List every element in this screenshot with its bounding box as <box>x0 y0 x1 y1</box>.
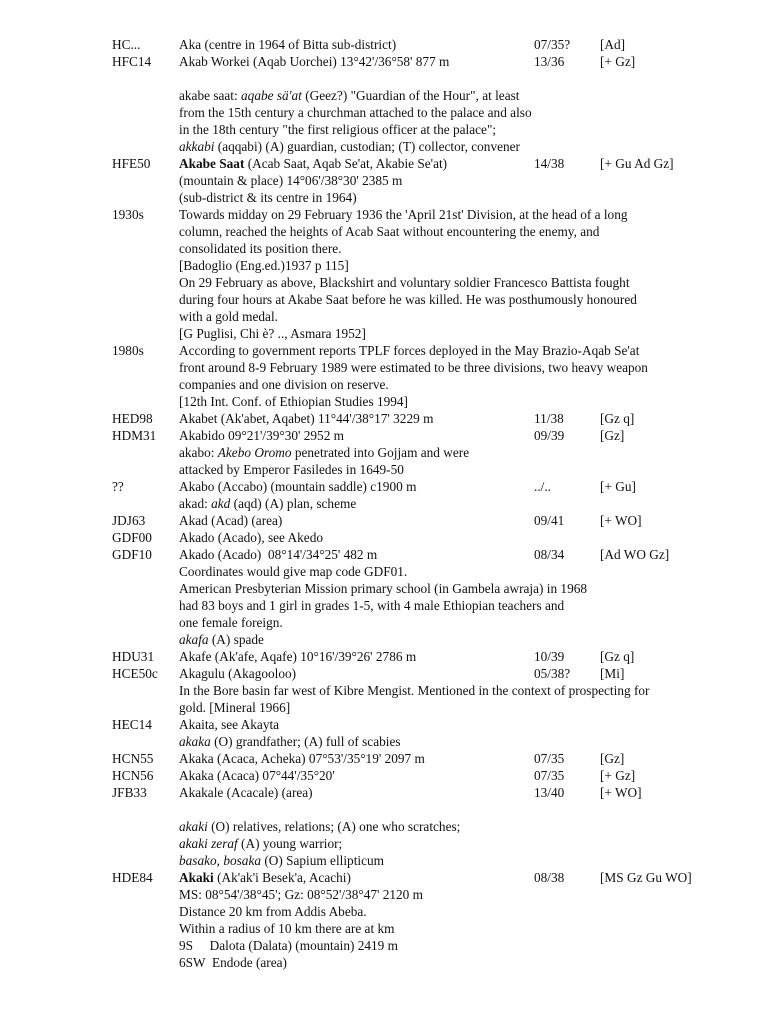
entry-text <box>179 835 342 852</box>
entry-body: American Presbyterian Mission primary school (in Gambela awraja) in 1968 <box>179 581 588 596</box>
entry-line <box>0 121 768 138</box>
entry-body: (Ak'ak'i Besek'a, Acachi) <box>213 870 351 885</box>
source-refs: [MS Gz Gu WO] <box>600 870 692 885</box>
entry-line <box>0 172 768 189</box>
entry-line <box>0 342 768 359</box>
entry-line <box>0 903 768 920</box>
entry-text <box>179 206 628 223</box>
map-code: ?? <box>112 479 124 494</box>
entry-text <box>179 308 278 325</box>
entry-line <box>0 546 768 563</box>
entry-line <box>0 784 768 801</box>
entry-line <box>0 818 768 835</box>
map-code: HED98 <box>112 411 153 426</box>
source-refs: [+ Gz] <box>600 768 636 783</box>
entry-line <box>0 155 768 172</box>
entry-text <box>179 274 630 291</box>
entry-text <box>179 410 433 427</box>
entry-text <box>179 767 335 784</box>
map-code: 1980s <box>112 343 144 358</box>
entry-term: akafa <box>179 632 209 647</box>
entry-body: companies and one division on reserve. <box>179 377 389 392</box>
entry-text <box>179 53 449 70</box>
source-refs: [Mi] <box>600 666 625 681</box>
entry-body: Akabo (Accabo) (mountain saddle) c1900 m <box>179 479 417 494</box>
entry-term: akaka <box>179 734 211 749</box>
source-refs: [+ Gz] <box>600 54 636 69</box>
entry-term: aqabe sä'at <box>241 88 302 103</box>
entry-line <box>0 376 768 393</box>
source-refs: [+ Gu] <box>600 479 636 494</box>
entry-text <box>179 444 469 461</box>
entry-line <box>0 223 768 240</box>
map-code: HDM31 <box>112 428 157 443</box>
entry-body: Akagulu (Akagooloo) <box>179 666 297 681</box>
map-code: HCE50c <box>112 666 158 681</box>
entry-term: akaki zeraf <box>179 836 238 851</box>
entry-line <box>0 937 768 954</box>
map-code: HC... <box>112 37 141 52</box>
entry-text <box>179 138 520 155</box>
entry-body: (Acab Saat, Aqab Se'at, Akabie Se'at) <box>244 156 448 171</box>
entry-text <box>179 852 384 869</box>
entry-body: Akab Workei (Aqab Uorchei) 13°42'/36°58' 877 m <box>179 54 450 69</box>
entry-text <box>179 155 447 172</box>
entry-text <box>179 359 648 376</box>
entry-body: (A) spade <box>208 632 264 647</box>
entry-text <box>179 614 283 631</box>
map-sheet: 13/40 <box>534 785 565 800</box>
map-sheet: 11/38 <box>534 411 564 426</box>
entry-body: 9S Dalota (Dalata) (mountain) 2419 m <box>179 938 398 953</box>
entry-body: column, reached the heights of Acab Saat without encountering the enemy, and <box>179 224 600 239</box>
entry-line <box>0 631 768 648</box>
map-sheet: 09/39 <box>534 428 565 443</box>
entry-body: MS: 08°54'/38°45'; Gz: 08°52'/38°47' 2120 m <box>179 887 423 902</box>
entry-body: (aqd) (A) plan, scheme <box>230 496 357 511</box>
entry-line <box>0 104 768 121</box>
entry-body: (Geez?) "Guardian of the Hour", at least <box>301 88 520 103</box>
map-code: JFB33 <box>112 785 147 800</box>
entry-body: in the 18th century "the first religious officer at the palace"; <box>179 122 497 137</box>
entry-body: (sub-district & its centre in 1964) <box>179 190 357 205</box>
entry-body: gold. [Mineral 1966] <box>179 700 291 715</box>
entry-headword: Akaki <box>179 870 214 885</box>
entry-body: Akabido 09°21'/39°30' 2952 m <box>179 428 345 443</box>
entry-text <box>179 903 367 920</box>
entry-text <box>179 920 394 937</box>
entry-prefix: akabe saat: <box>179 88 242 103</box>
entry-line <box>0 835 768 852</box>
source-refs: [+ WO] <box>600 513 642 528</box>
map-sheet: 13/36 <box>534 54 565 69</box>
map-code: GDF10 <box>112 547 152 562</box>
entry-body: Aka (centre in 1964 of Bitta sub-district) <box>179 37 397 52</box>
entry-body: from the 15th century a churchman attached to the palace and also <box>179 105 532 120</box>
entry-text <box>179 495 356 512</box>
entry-line <box>0 699 768 716</box>
entry-body: front around 8-9 February 1989 were estimated to be three divisions, two heavy weapon <box>179 360 648 375</box>
entry-line <box>0 410 768 427</box>
entry-text <box>179 104 532 121</box>
entry-text <box>179 121 496 138</box>
entry-line <box>0 580 768 597</box>
entry-line <box>0 240 768 257</box>
map-code: GDF00 <box>112 530 152 545</box>
map-code: HEC14 <box>112 717 152 732</box>
entry-body: Akad (Acad) (area) <box>179 513 283 528</box>
entry-term: akaki <box>179 819 208 834</box>
entry-term: basako, bosaka <box>179 853 261 868</box>
entry-text <box>179 886 423 903</box>
entry-body: Akaita, see Akayta <box>179 717 280 732</box>
entry-text <box>179 172 402 189</box>
entry-body: [Badoglio (Eng.ed.)1937 p 115] <box>179 258 349 273</box>
source-refs: [Gz] <box>600 428 625 443</box>
entry-text <box>179 393 408 410</box>
map-sheet: 08/38 <box>534 870 565 885</box>
source-refs: [Gz q] <box>600 411 635 426</box>
entry-term: Akebo Oromo <box>217 445 292 460</box>
entry-text <box>179 631 264 648</box>
entry-line <box>0 444 768 461</box>
entry-text <box>179 529 323 546</box>
entry-body: [G Puglisi, Chi è? .., Asmara 1952] <box>179 326 366 341</box>
entry-line <box>0 529 768 546</box>
entry-text <box>179 733 401 750</box>
entry-text <box>179 342 639 359</box>
entry-body: In the Bore basin far west of Kibre Mengist. Mentioned in the context of prospecting for <box>179 683 650 698</box>
map-sheet: 08/34 <box>534 547 565 562</box>
source-refs: [+ Gu Ad Gz] <box>600 156 674 171</box>
entry-body: (aqqabi) (A) guardian, custodian; (T) collector, convener <box>214 139 520 154</box>
source-refs: [Ad WO Gz] <box>600 547 670 562</box>
map-code: HDE84 <box>112 870 153 885</box>
entry-body: Akado (Acado), see Akedo <box>179 530 323 545</box>
entry-line <box>0 920 768 937</box>
entry-line <box>0 886 768 903</box>
entry-text <box>179 240 342 257</box>
entry-text <box>179 376 389 393</box>
entry-line <box>0 87 768 104</box>
entry-text <box>179 87 519 104</box>
entry-text <box>179 546 377 563</box>
entry-term: akd <box>211 496 231 511</box>
entry-line <box>0 138 768 155</box>
entry-body: during four hours at Akabe Saat before he was killed. He was posthumously honoured <box>179 292 637 307</box>
entry-line <box>0 359 768 376</box>
entry-text <box>179 461 404 478</box>
entry-text <box>179 784 313 801</box>
map-code: HDU31 <box>112 649 155 664</box>
source-refs: [Gz] <box>600 751 625 766</box>
map-sheet: 09/41 <box>534 513 565 528</box>
entry-line <box>0 869 768 886</box>
map-sheet: 07/35 <box>534 751 565 766</box>
entry-text <box>179 478 416 495</box>
entry-text <box>179 291 637 308</box>
map-sheet: 14/38 <box>534 156 565 171</box>
entry-body: (mountain & place) 14°06'/38°30' 2385 m <box>179 173 403 188</box>
entry-line <box>0 308 768 325</box>
entry-text <box>179 665 296 682</box>
entry-body: Akakale (Acacale) (area) <box>179 785 313 800</box>
entry-body: 6SW Endode (area) <box>179 955 287 970</box>
entry-text <box>179 580 587 597</box>
entry-body: Distance 20 km from Addis Abeba. <box>179 904 367 919</box>
map-sheet: 10/39 <box>534 649 565 664</box>
map-code: HFC14 <box>112 54 152 69</box>
entry-line <box>0 563 768 580</box>
entry-body: According to government reports TPLF forces deployed in the May Brazio-Aqab Se'at <box>179 343 640 358</box>
entry-body: Akaka (Acaca, Acheka) 07°53'/35°19' 2097 m <box>179 751 425 766</box>
entry-body: (O) relatives, relations; (A) one who scratches; <box>207 819 461 834</box>
entry-text <box>179 716 279 733</box>
entry-line <box>0 36 768 53</box>
entry-body: (O) grandfather; (A) full of scabies <box>210 734 401 749</box>
map-code: JDJ63 <box>112 513 146 528</box>
entry-body: Akaka (Acaca) 07°44'/35°20' <box>179 768 335 783</box>
map-code: HFE50 <box>112 156 151 171</box>
entry-body: penetrated into Gojjam and were <box>291 445 470 460</box>
entry-text <box>179 682 649 699</box>
entry-body: Coordinates would give map code GDF01. <box>179 564 408 579</box>
entry-line <box>0 733 768 750</box>
entry-line <box>0 291 768 308</box>
entry-term: akkabi <box>179 139 215 154</box>
entry-prefix: akabo: <box>179 445 218 460</box>
entry-text <box>179 563 407 580</box>
entry-headword: Akabe Saat <box>179 156 245 171</box>
entry-line <box>0 478 768 495</box>
map-code: 1930s <box>112 207 144 222</box>
entry-body: consolidated its position there. <box>179 241 342 256</box>
entry-text <box>179 512 282 529</box>
entry-line <box>0 206 768 223</box>
entry-body: Towards midday on 29 February 1936 the 'April 21st' Division, at the head of a long <box>179 207 628 222</box>
entry-line <box>0 597 768 614</box>
entry-text <box>179 937 398 954</box>
entry-body: On 29 February as above, Blackshirt and voluntary soldier Francesco Battista fought <box>179 275 630 290</box>
entry-text <box>179 257 349 274</box>
source-refs: [Ad] <box>600 37 626 52</box>
entry-line <box>0 53 768 70</box>
entry-line <box>0 461 768 478</box>
map-sheet: ../.. <box>534 479 551 494</box>
entry-text <box>179 699 290 716</box>
map-sheet: 07/35 <box>534 768 565 783</box>
entry-line <box>0 274 768 291</box>
entry-line <box>0 257 768 274</box>
entry-body: had 83 boys and 1 girl in grades 1-5, with 4 male Ethiopian teachers and <box>179 598 565 613</box>
entry-line <box>0 512 768 529</box>
entry-line <box>0 682 768 699</box>
entry-line <box>0 427 768 444</box>
source-refs: [+ WO] <box>600 785 642 800</box>
entry-line <box>0 189 768 206</box>
entry-body: Within a radius of 10 km there are at km <box>179 921 395 936</box>
map-sheet: 05/38? <box>534 666 571 681</box>
map-code: HCN55 <box>112 751 154 766</box>
entry-body: Akafe (Ak'afe, Aqafe) 10°16'/39°26' 2786 m <box>179 649 417 664</box>
entry-line <box>0 495 768 512</box>
entry-text <box>179 869 351 886</box>
entry-text <box>179 223 599 240</box>
entry-text <box>179 189 357 206</box>
entry-body: (O) Sapium ellipticum <box>261 853 384 868</box>
entry-body: Akabet (Ak'abet, Aqabet) 11°44'/38°17' 3229 m <box>179 411 434 426</box>
map-code: HCN56 <box>112 768 154 783</box>
entry-text <box>179 954 287 971</box>
entry-line <box>0 716 768 733</box>
entry-text <box>179 750 425 767</box>
entry-body: [12th Int. Conf. of Ethiopian Studies 1994] <box>179 394 408 409</box>
entry-line <box>0 393 768 410</box>
entry-line <box>0 665 768 682</box>
entry-line <box>0 954 768 971</box>
entry-body: attacked by Emperor Fasiledes in 1649-50 <box>179 462 404 477</box>
entry-text <box>179 818 460 835</box>
entry-body: one female foreign. <box>179 615 283 630</box>
map-sheet: 07/35? <box>534 37 571 52</box>
source-refs: [Gz q] <box>600 649 635 664</box>
entry-text <box>179 36 396 53</box>
entry-line <box>0 767 768 784</box>
entry-text <box>179 427 344 444</box>
entry-text <box>179 597 564 614</box>
entry-prefix: akad: <box>179 496 212 511</box>
entry-line <box>0 852 768 869</box>
entry-line <box>0 750 768 767</box>
entry-body: (A) young warrior; <box>237 836 343 851</box>
entry-body: with a gold medal. <box>179 309 278 324</box>
entry-body: Akado (Acado) 08°14'/34°25' 482 m <box>179 547 378 562</box>
entry-line <box>0 325 768 342</box>
entry-line <box>0 648 768 665</box>
entry-line <box>0 614 768 631</box>
entry-text <box>179 648 416 665</box>
entry-text <box>179 325 366 342</box>
